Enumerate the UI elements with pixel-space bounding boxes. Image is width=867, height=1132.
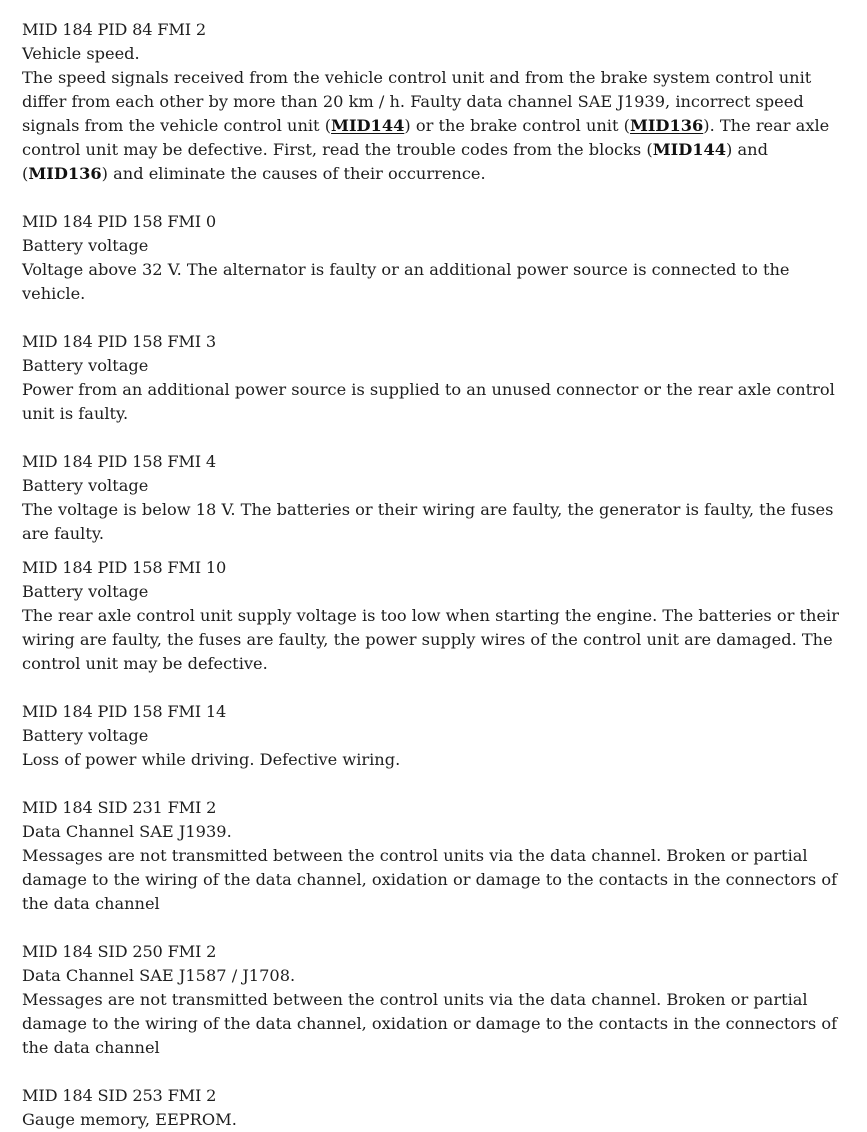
fault-code: MID 184 PID 84 FMI 2 (22, 20, 206, 39)
fault-title: Data Channel SAE J1939. (22, 822, 232, 841)
fault-title: Data Channel SAE J1587 / J1708. (22, 966, 296, 985)
fault-code: MID 184 SID 253 FMI 2 (22, 1086, 217, 1105)
fault-code: MID 184 PID 158 FMI 3 (22, 332, 217, 351)
fault-entry (22, 210, 849, 306)
description-text: ). The rear axle control unit may be defective. First, read the trouble codes from the blocks ( (22, 116, 830, 159)
description-text: ) or the brake control unit ( (404, 116, 630, 135)
mid136-link[interactable]: MID136 (629, 116, 704, 135)
fault-description: Loss of power while driving. Defective wiring. (22, 750, 401, 769)
fault-code: MID 184 SID 250 FMI 2 (22, 942, 217, 961)
fault-code: MID 184 PID 158 FMI 14 (22, 702, 227, 721)
fault-entry (22, 556, 849, 676)
fault-title: Gauge memory, EEPROM. (22, 1110, 237, 1129)
mid136-reference: MID136 (28, 164, 102, 183)
fault-description: Messages are not transmitted between the control units via the data channel. Broken or partial damage to the wiring of the data channel, oxidation or damage to the contacts in the connectors of the data channel (22, 990, 838, 1057)
fault-description: Voltage above 32 V. The alternator is faulty or an additional power source is connected to the vehicle. (22, 260, 790, 303)
description-text: ) and eliminate the causes of their occurrence. (101, 164, 486, 183)
fault-entry (22, 796, 849, 916)
fault-entry (22, 700, 849, 772)
description-text: ) and ( (22, 140, 768, 183)
fault-code: MID 184 PID 158 FMI 10 (22, 558, 227, 577)
fault-code: MID 184 PID 158 FMI 0 (22, 212, 217, 231)
fault-entry (22, 450, 849, 546)
fault-description: Power from an additional power source is supplied to an unused connector or the rear axle control unit is faulty. (22, 380, 835, 423)
fault-description: Messages are not transmitted between the control units via the data channel. Broken or partial damage to the wiring of the data channel, oxidation or damage to the contacts in the connectors of the data channel (22, 846, 838, 913)
fault-code: MID 184 SID 231 FMI 2 (22, 798, 217, 817)
fault-description (22, 66, 849, 186)
fault-entry (22, 1084, 849, 1132)
fault-title: Vehicle speed. (22, 44, 140, 63)
fault-description: The voltage is below 18 V. The batteries or their wiring are faulty, the generator is faulty, the fuses are faulty. (22, 500, 834, 543)
fault-entry (22, 940, 849, 1060)
fault-title: Battery voltage (22, 236, 149, 255)
fault-entry (22, 18, 849, 186)
fault-description: The rear axle control unit supply voltage is too low when starting the engine. The batteries or their wiring are faulty, the fuses are faulty, the power supply wires of the control unit are damaged. The control unit may be defective. (22, 606, 839, 673)
mid144-link[interactable]: MID144 (331, 116, 405, 135)
fault-entry (22, 330, 849, 426)
fault-code: MID 184 PID 158 FMI 4 (22, 452, 217, 471)
mid144-reference: MID144 (652, 140, 727, 159)
description-text: The speed signals received from the vehicle control unit and from the brake system control unit differ from each other by more than 20 km / h. Faulty data channel SAE J1939, incorrect speed signals from the vehicle control unit ( (22, 68, 812, 135)
fault-title: Battery voltage (22, 582, 149, 601)
fault-title: Battery voltage (22, 726, 149, 745)
fault-title: Battery voltage (22, 476, 149, 495)
fault-title: Battery voltage (22, 356, 149, 375)
